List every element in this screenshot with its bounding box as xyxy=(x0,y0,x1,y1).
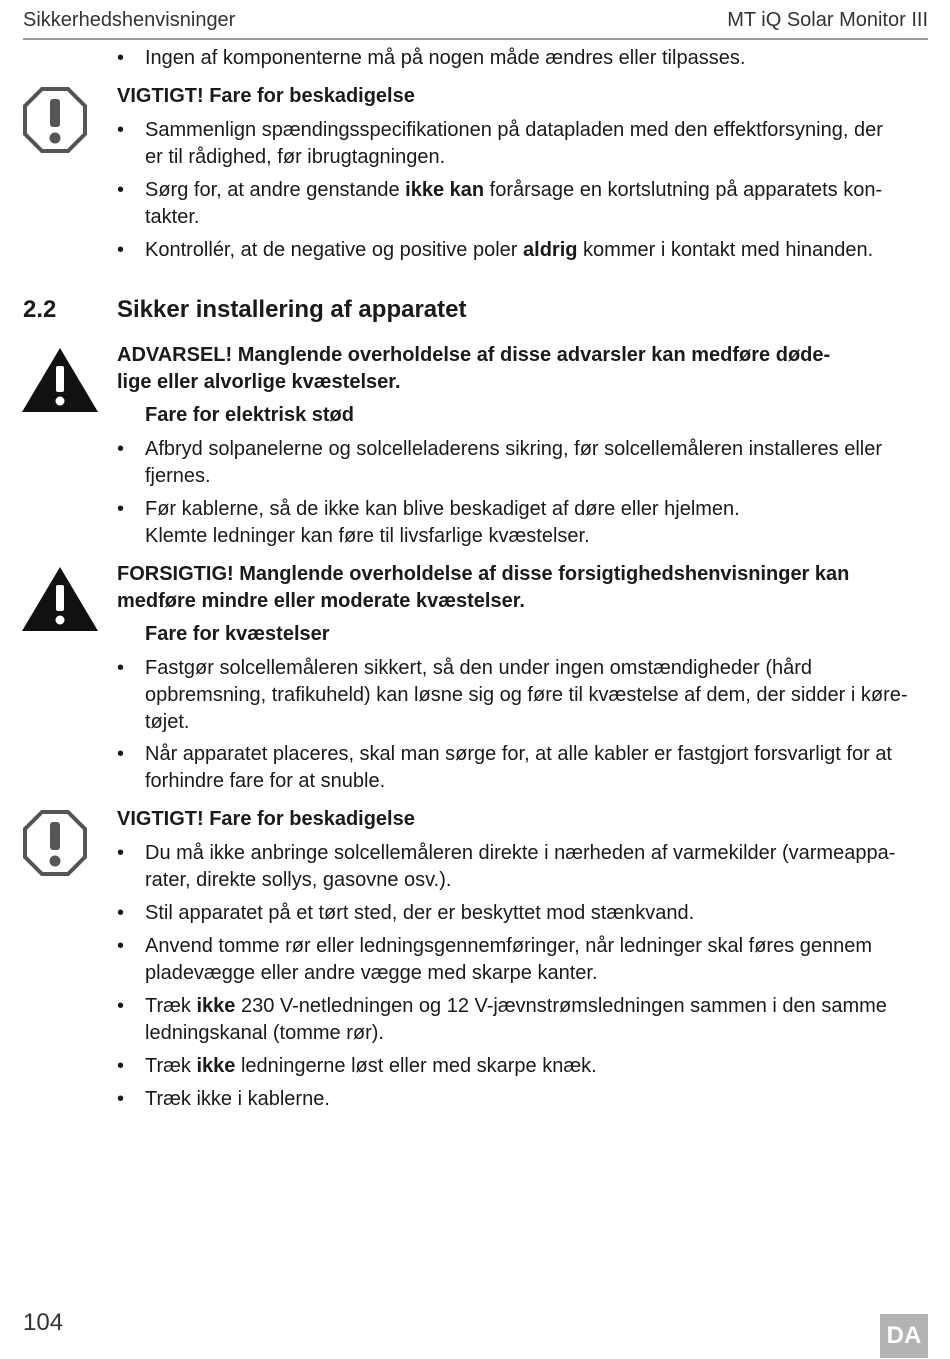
list-item: • Anvend tomme rør eller ledningsgennemføringer, når ledninger skal føres gennem pladevægge eller andre vægge med skarpe kanter. xyxy=(145,933,930,987)
list-item: • Ingen af komponenterne må på nogen måde ændres eller tilpasses. xyxy=(145,45,930,72)
list-item: • Før kablerne, så de ikke kan blive beskadiget af døre eller hjelmen. xyxy=(145,496,930,523)
warning-triangle-icon xyxy=(21,346,99,414)
page-number: 104 xyxy=(23,1309,64,1336)
list-item: • Træk ikke i kablerne. xyxy=(145,1086,930,1113)
list-item: • Træk ikke ledningerne løst eller med skarpe knæk. xyxy=(145,1053,930,1080)
list-item: • Sammenlign spændingsspecifikationen på datapladen med den effektforsyning, der er til rådighed, før ibrugtagningen. xyxy=(145,117,930,171)
list-item: • Når apparatet placeres, skal man sørge for, at alle kabler er fastgjort forsvarligt for at forhindre fare for at snuble. xyxy=(145,741,930,795)
list-item: • Kontrollér, at de negative og positive poler aldrig kommer i kontakt med hinanden. xyxy=(145,237,930,264)
header-section-title: Sikkerhedshenvisninger xyxy=(23,9,236,31)
list-item: • Afbryd solpanelerne og solcelleladerens sikring, før solcellemåleren installeres eller fjernes. xyxy=(145,436,930,490)
hazard-heading: Fare for elektrisk stød xyxy=(145,404,354,426)
list-item: • Du må ikke anbringe solcellemåleren direkte i nærheden af varmekilder (varmeappa- rater, direkte sollys, gasovne osv.). xyxy=(145,840,930,894)
hazard-heading: Fare for kvæstelser xyxy=(145,623,330,645)
section-number: 2.2 xyxy=(23,296,57,323)
notice-octagon-icon xyxy=(22,86,88,154)
list-item: • Stil apparatet på et tørt sted, der er beskyttet mod stænkvand. xyxy=(145,900,930,927)
list-item-continuation: Klemte ledninger kan føre til livsfarlige kvæstelser. xyxy=(145,525,590,547)
warning-signal-word: ADVARSEL! Manglende overholdelse af disse advarsler kan medføre døde- lige eller alvorlige kvæstelser. xyxy=(117,344,831,393)
list-item: • Sørg for, at andre genstande ikke kan forårsage en kortslutning på apparatets kon- takter. xyxy=(145,177,930,231)
header-product-name: MT iQ Solar Monitor III xyxy=(727,9,928,31)
language-tab: DA xyxy=(880,1314,928,1358)
notice-octagon-icon xyxy=(22,809,88,877)
caution-triangle-icon xyxy=(21,565,99,633)
caution-signal-word: FORSIGTIG! Manglende overholdelse af disse forsigtighedshenvisninger kan medføre mindre eller moderate kvæstelser. xyxy=(117,563,850,612)
section-title: Sikker installering af apparatet xyxy=(117,296,467,323)
page-header xyxy=(23,8,928,40)
list-item: • Fastgør solcellemåleren sikkert, så den under ingen omstændigheder (hård opbremsning, trafikuheld) kan løsne sig og føre til kvæstelse af dem, der sidder i køre- tøjet. xyxy=(145,655,930,736)
list-item: • Træk ikke 230 V-netledningen og 12 V-jævnstrømsledningen sammen i den samme ledningskanal (tomme rør). xyxy=(145,993,930,1047)
notice-signal-word: VIGTIGT! Fare for beskadigelse xyxy=(117,85,415,107)
notice-signal-word: VIGTIGT! Fare for beskadigelse xyxy=(117,808,415,830)
